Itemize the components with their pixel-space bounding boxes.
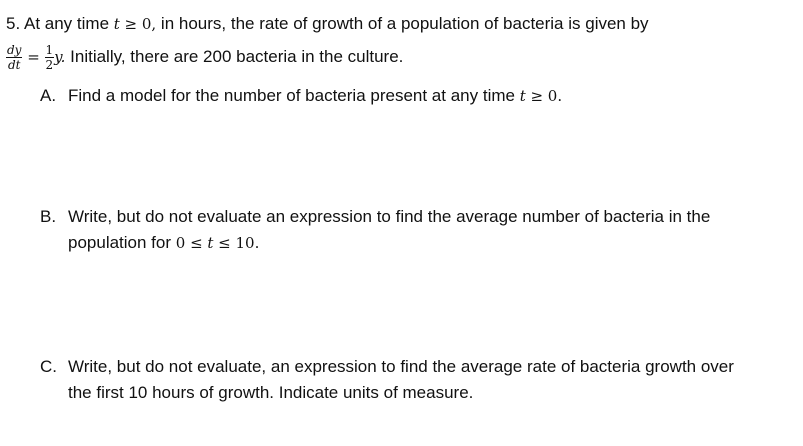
question-intro-line <box>6 13 649 35</box>
equals-sign: = <box>27 47 40 66</box>
derivative-numerator: dy <box>7 43 22 57</box>
part-b-label: B. <box>40 207 57 226</box>
part-a-condition: ≥ 0. <box>530 87 563 105</box>
initial-condition-text: Initially, there are 200 bacteria in the culture. <box>70 46 404 66</box>
part-b-line-2 <box>68 232 259 254</box>
part-c-text-line2: the first 10 hours of growth. Indicate units of measure. <box>68 383 474 402</box>
part-a-label: A. <box>40 86 57 105</box>
part-b-text-line2: population for <box>68 233 172 252</box>
part-a-t-variable: t <box>519 87 526 105</box>
part-b-t-variable: t <box>207 234 214 252</box>
t-variable: t <box>113 15 120 33</box>
coefficient-denominator: 2 <box>45 58 54 72</box>
part-a <box>40 85 562 107</box>
question-number: 5. <box>6 14 21 33</box>
part-b-line-1 <box>40 206 710 228</box>
intro-text-post: in hours, the rate of growth of a population of bacteria is given by <box>160 14 649 33</box>
derivative-denominator: dt <box>7 58 21 72</box>
part-b-text-line1: Write, but do not evaluate an expression to find the average number of bacteria in the <box>68 207 711 226</box>
coefficient-numerator: 1 <box>45 43 54 57</box>
differential-equation-line <box>6 44 403 71</box>
part-b-range-high: ≤ 10. <box>218 234 260 252</box>
part-c-label: C. <box>40 357 57 376</box>
y-variable: y. <box>54 47 66 66</box>
coefficient-fraction <box>45 44 55 71</box>
t-condition: ≥ 0, <box>124 15 157 33</box>
part-c-line-2 <box>68 382 473 404</box>
intro-text-pre: At any time <box>23 14 110 33</box>
part-a-text: Find a model for the number of bacteria present at any time <box>68 86 515 105</box>
derivative-fraction <box>6 44 22 71</box>
part-b-range-low: 0 ≤ <box>175 234 203 252</box>
part-c-line-1 <box>40 356 734 378</box>
part-c-text-line1: Write, but do not evaluate, an expression to find the average rate of bacteria growth over <box>68 357 734 376</box>
